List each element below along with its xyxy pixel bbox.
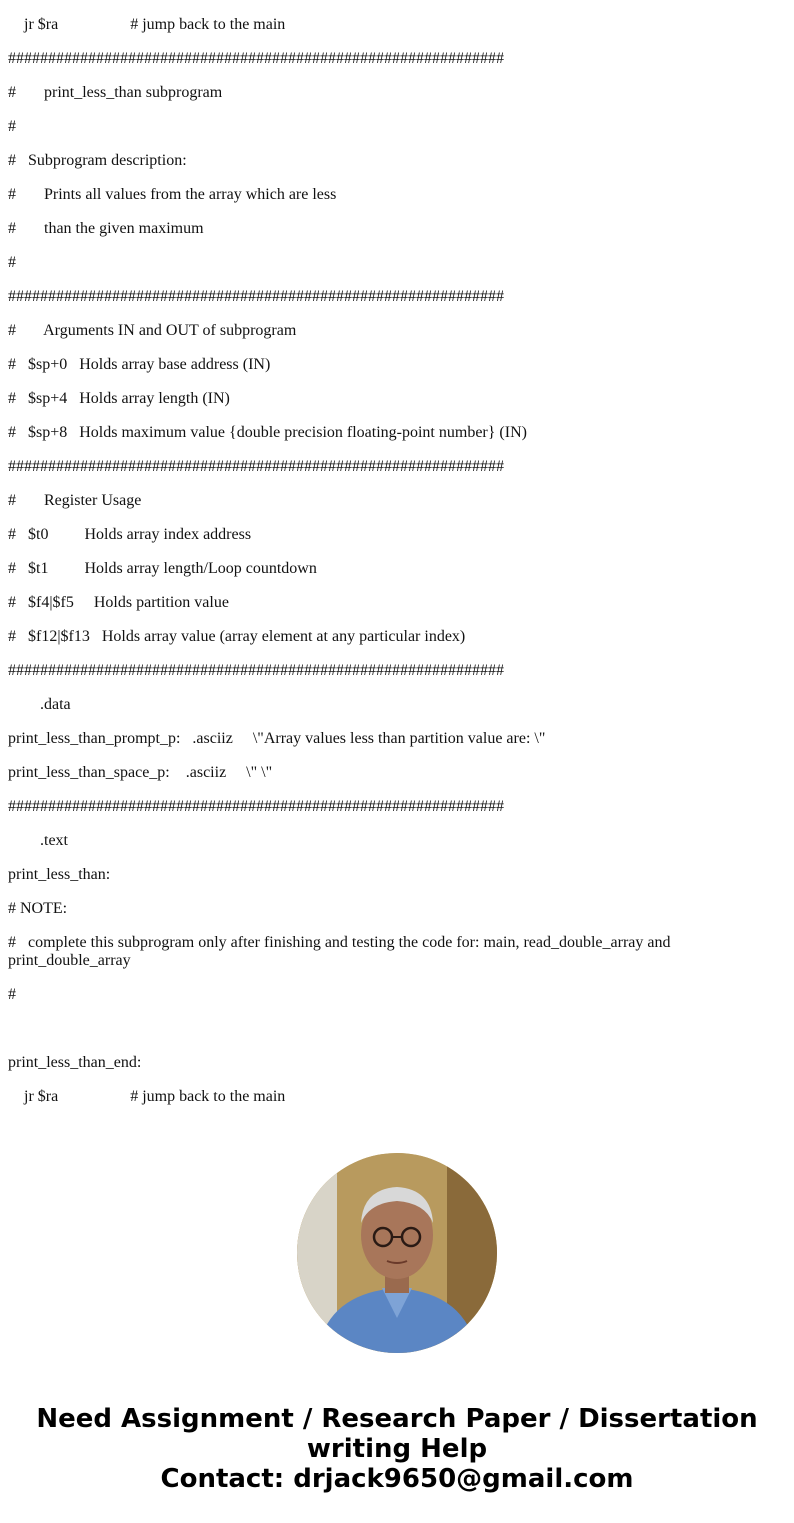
promo-banner (0, 1404, 794, 1494)
code-line: # $sp+4 Holds array length (IN) (8, 390, 230, 407)
code-line: # Prints all values from the array which are less (8, 186, 337, 203)
code-line: print_less_than_prompt_p: .asciiz \"Array values less than partition value are: \" (8, 730, 546, 747)
document-body (8, 16, 778, 1122)
code-line: # Register Usage (8, 492, 142, 509)
code-line: jr $ra # jump back to the main (8, 1088, 286, 1105)
code-line: # $t1 Holds array length/Loop countdown (8, 560, 317, 577)
code-line: ############################################################## (8, 662, 504, 679)
person-photo-icon (297, 1153, 497, 1353)
code-line: # NOTE: (8, 900, 68, 917)
code-line: # complete this subprogram only after finishing and testing the code for: main, read_double_array and print_double_array (8, 934, 675, 969)
code-line: ############################################################## (8, 798, 504, 815)
code-line: # $t0 Holds array index address (8, 526, 252, 543)
code-line: # $f12|$f13 Holds array value (array element at any particular index) (8, 628, 466, 645)
code-line: # (8, 118, 16, 135)
code-line: .data (8, 696, 71, 713)
code-line: # print_less_than subprogram (8, 84, 223, 101)
code-line: .text (8, 832, 68, 849)
code-line: print_less_than_end: (8, 1054, 142, 1071)
code-line: # Arguments IN and OUT of subprogram (8, 322, 297, 339)
code-line: # $sp+0 Holds array base address (IN) (8, 356, 271, 373)
code-line: # than the given maximum (8, 220, 204, 237)
author-photo (297, 1153, 497, 1353)
promo-headline: Need Assignment / Research Paper / Dissertation (36, 1404, 758, 1434)
code-line: ############################################################## (8, 288, 504, 305)
code-line: # Subprogram description: (8, 152, 187, 169)
code-line: print_less_than_space_p: .asciiz \" \" (8, 764, 273, 781)
code-line (8, 1020, 778, 1038)
code-line: # (8, 986, 16, 1003)
code-line: jr $ra # jump back to the main (8, 16, 286, 33)
code-line: # $f4|$f5 Holds partition value (8, 594, 229, 611)
code-line: # (8, 254, 16, 271)
promo-subheadline: writing Help (306, 1434, 488, 1464)
code-line: print_less_than: (8, 866, 111, 883)
code-line: ############################################################## (8, 50, 504, 67)
promo-contact: Contact: drjack9650@gmail.com (160, 1464, 634, 1494)
code-line: # $sp+8 Holds maximum value {double precision floating-point number} (IN) (8, 424, 527, 441)
code-line: ############################################################## (8, 458, 504, 475)
